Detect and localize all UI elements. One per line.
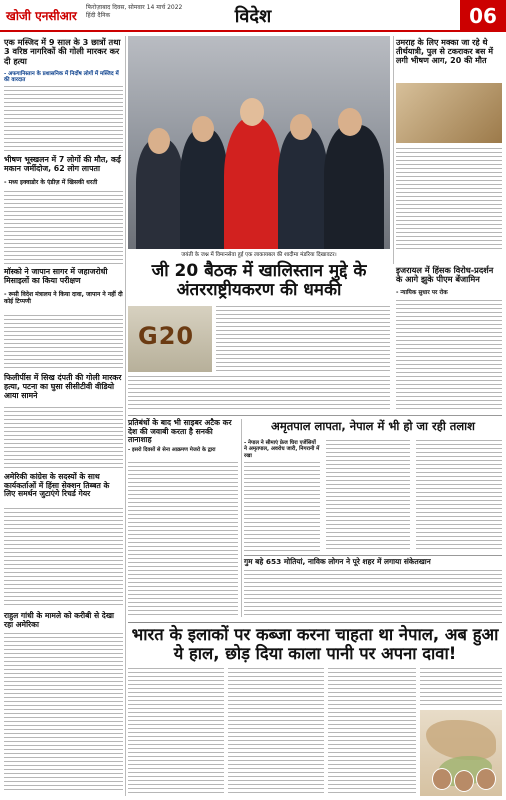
mid-story2-headline: अमृतपाल लापता, नेपाल में भी हो जा रही तलाश [271, 419, 475, 433]
main-story-body-bottom [128, 376, 390, 412]
right-story2-body [396, 300, 502, 410]
mid-story2-sub: - नेपाल ने सीमाएं फ्रेज घिरा एजेंसियों ने अमृतपाल, अवरोध जारी, निगरानी में रखा [244, 440, 320, 459]
left-story2-body [4, 191, 123, 265]
left-story5-body [4, 508, 123, 608]
right-story1-headline: उमराह के लिए मक्का जा रहे थे तीर्थयात्री, पुल से टकराकर बस में लगी भीषण आग, 20 की मौत [396, 38, 493, 66]
left-story5-headline: अमेरिकी कांग्रेस के सदस्यों के साथ कार्यकर्ताओं में हिंसा सेक्शन तिब्बत के लिए समर्थन जुटाएंगे रिचर्ड गेयर [4, 472, 110, 499]
bottom-story-body-col2 [228, 668, 324, 796]
mid-story3-body [244, 570, 502, 618]
section-title: विदेश [234, 6, 272, 27]
mid-story2-body-col2 [326, 440, 410, 552]
mid-story3-headline: गुम बहे 653 मोतियां, नाविक लोगन ने पूरे शहर में लगाया संकेतखान [244, 557, 431, 566]
mid-story2-body-col1 [244, 462, 320, 552]
bottom-story-body-col4 [420, 668, 502, 706]
left-story6-headline: राहुल गांधी के मामले को करीबी से देखा रहा अमेरिका [4, 611, 115, 629]
column-divider [241, 419, 242, 617]
photo-caption: जयंती के जश्न में विमानसेवा हुई एक लाकायबल की शादीमा मंडरिया दिखावटर। [181, 252, 337, 258]
main-story-body-top [216, 306, 390, 372]
section-rule [128, 622, 502, 623]
page-header [0, 0, 506, 32]
right-story2-headline: इजरायल में हिंसक विरोध-प्रदर्शन के आगे झुके पीएम बेंजामिन [396, 265, 494, 285]
right-story2-sub: - न्यायिक सुधार पर रोक [396, 290, 448, 296]
leaders-faces-image [430, 760, 500, 796]
page-number: 06 [460, 0, 506, 32]
bottom-headline: भारत के इलाकों पर कब्जा करना चाहता था नेपाल, अब हुआ ये हाल, छोड़ दिया काला पानी पर अपना दावा! [131, 625, 499, 663]
newspaper-logo: खोजी एनसीआर [6, 9, 77, 23]
mid-story1-sub: - इसरो दिवसों से सेना आक्रमण मेजरो के द्वारा [128, 447, 216, 453]
right-story1-body [396, 148, 502, 252]
left-story1-sub: - अफगानिस्तान के प्रशासनिक में निर्दोष लोगों में मस्जिद में की वारदात [4, 71, 119, 84]
mid-story1-body [128, 462, 238, 618]
left-story1-headline: एक मस्जिद में 9 साल के 3 छात्रों तथा 3 वरिष्ठ नागरिकों की गोली मारकर कर दी हत्या [4, 37, 121, 66]
mid-story2-body-col3 [416, 440, 502, 552]
left-story3-headline: मॉस्को ने जापान सागर में जहाजरोधी मिसाइलों का किया परीक्षण [4, 267, 108, 285]
g20-leaders-photo [128, 36, 390, 249]
left-story4-body [4, 407, 123, 469]
section-rule [244, 555, 502, 556]
left-story4-headline: फिलीपींस में सिख दंपती की गोली मारकर हत्या, पटना का घुसा सीसीटीवी वीडियो आया सामने [4, 373, 122, 400]
left-story3-sub: - रूसी विदेश मंत्रालय ने किया दावा, जापान ने नहीं दी कोई टिप्पणी [4, 291, 123, 306]
left-story3-body [4, 315, 123, 371]
g20-logo-text: G20 [138, 322, 195, 350]
section-rule [128, 415, 502, 416]
left-story1-body [4, 86, 123, 152]
bottom-story-body-col3 [328, 668, 416, 796]
main-headline: जी 20 बैठक में खालिस्तान मुद्दे के अंतरराष्ट्रीयकरण की धमकी [151, 261, 367, 301]
bottom-story-body-col1 [128, 668, 224, 796]
date-line: फिरोज़ाबाद दिवस, सोमवार 14 मार्च 2022 [86, 4, 183, 11]
left-story6-body [4, 633, 123, 793]
left-story2-headline: भीषण भूस्खलन में 7 लोगों की मौत, कई मकान जमींदोज, 62 लोग लापता [4, 155, 121, 173]
mid-story1-headline: प्रतिबंधों के बाद भी साइबर अटैक कर देश की जवाबी करता है सनकी तानाशाह [128, 418, 232, 445]
edition-line: हिंदी दैनिक [86, 12, 111, 19]
bus-fire-photo [396, 83, 502, 143]
left-story2-sub: - मध्य इक्वाडोर के एंडीज़ में खिसकी धरती [4, 179, 98, 186]
column-divider [393, 36, 394, 264]
g20-logo-image [128, 306, 212, 372]
column-divider [125, 36, 126, 796]
